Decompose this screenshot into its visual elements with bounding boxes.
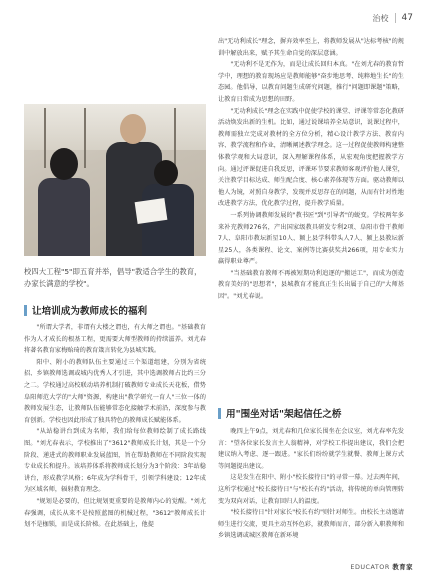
- section-title-dialogue: [218, 406, 342, 420]
- paragraph: "无功利不是无作为，而是让成长回归本真。"在刘尤春的教育哲学中，理想的教育现场应是教师能够"奋步地思考、纯粹地生长"的生态园。他倡导，以教育问题生成研究问题，推行"问题即课题"策略，让教育日常成为思想的田野。: [218, 61, 404, 103]
- paragraph: 出"无功利成长"理念，摒弃效率至上，将教师发展从"达标考核"的规训中解放出来，赋予其生命自觉的深层意涵。: [218, 38, 404, 57]
- paragraph: "从站稳讲台到成为名师，我们给每位教师绘制了成长路线图。"刘尤春表示，学校推出了"3612"教师成长计划，其是一个分阶段、递进式的教师职业发展蓝图，旨在帮助教师在不同阶段实现专业成长和提升。该培养体系将教师成长划分为3个阶段：3年站稳讲台，形成教学风格；6年成为学科骨干，引领学科建设；12年成为区域名师，辐射教育理念。: [24, 428, 206, 494]
- article-column-left: [24, 322, 206, 531]
- paragraph: 晚四上午9点，刘尤春和几位家长围坐在会议室，刘尤春率先发言："望各位家长发言主人翁精神，对学校工作提出建议，我们会把建议纳入考虑、逐一跟进。"家长们纷纷就学生就餐、教师上课方式等问题提出建议。: [218, 428, 404, 470]
- paragraph: "规划是必要的，但比规划更重要的是教师内心的觉醒。"刘尤春强调，成长从来不是按照蓝图的机械过程，"3612"教师成长计划不是枷锁，而是成长阶梯。在此基础上，他提: [24, 497, 206, 529]
- photo-student-girl-head: [50, 148, 78, 180]
- photo-tree: [174, 108, 176, 168]
- page-number: 47: [401, 13, 413, 23]
- paragraph: "所谓大学者，非谓有大楼之谓也，有大师之谓也。"基础教育作为人才成长的根基工程，更需要大师型教师的持续滋养。刘尤春将著名教育家梅贻琦的教育箴言转化为县城实践。: [24, 324, 206, 355]
- paragraph: "当基础教育教师不再被短期功利追逐的"搬运工"，而成为创造教育美好的"思想者"，县城教育才能真正生长出属于自己的"大师基因"。"刘尤春说。: [218, 269, 404, 301]
- paragraph: 阳中、附小的教师队伍主要通过三个渠道组建，分别为省统招、乡镇教师选调或城内优秀人才引进，其中选调教师占比约三分之二。学校通过高校联动培养机制打破教师专业成长天花板，借势阜阳师范大学的"大师"资源，构建出"教学研究一育人"三位一体的教师发展生态，让教师队伍能够常态化接触学术前沿，深度参与教育创新。学校也因此形成了独具特色的教师成长赋能体系。: [24, 358, 206, 424]
- article-column-right-lower: [218, 426, 404, 542]
- photo-caption: 校四大工程"5"即五育并举，倡导"教适合学生的教育，办家长满意的学校"。: [24, 267, 202, 288]
- section-accent-bar: [218, 408, 221, 419]
- feature-photo: [24, 104, 206, 256]
- photo-paper: [135, 198, 168, 224]
- page-header: [373, 8, 413, 28]
- photo-student-girl: [38, 178, 90, 256]
- paragraph: 这是发生在阳中、附小"校长接待日"的寻常一幕。过去两年间，这所学校通过"校长接待日"与"校长有约"活动，将传统的单向管理转变为双向对话，让教育回归人的温度。: [218, 474, 404, 505]
- photo-student-boy-head: [154, 160, 178, 186]
- section-accent-bar: [24, 305, 27, 316]
- section-title-training: [24, 303, 147, 317]
- photo-tree: [84, 108, 86, 168]
- footer-brand-en: EDUCATOR: [350, 563, 390, 571]
- article-column-right: [218, 36, 404, 303]
- photo-principal-head: [120, 114, 146, 144]
- paragraph: 一系列协调教师发展的"教书匠"到"引导者"的蜕变。学校两年多来补充教师276名，产出国家级教具研发专利2项、阜阳市骨干教师7人、阜阳市教坛新星10人、颍上县学科带头人7人、颍上县教坛新星25人，各类课程、论文、案例等比赛获奖共266项，用专业实力赢得职业尊严。: [218, 211, 404, 266]
- page-footer: [350, 562, 413, 571]
- photo-tree: [44, 108, 46, 168]
- header-divider: [395, 13, 396, 23]
- section-name: 治校: [372, 13, 389, 23]
- paragraph: "无功利成长"理念在实践中促使学校的课堂、评课等常态化教研活动焕发出新的生机。比如，通过说课培养全局意识，说课过程中，教师需独立完成对教材的全方位分析，精心设计教学方法、教育内容、教学流程和作业，清晰阐述教学理念。这一过程促使教师构建整体教学观和大局意识，深入理解课程体系，从宏观角度把握教学方向。通过评课促进自我反思，评课环节要求教师客观评价他人课堂，关注教学目标达成、师生配合度、核心素养体现等方面。驱动教师以他人为镜，对照自身教学，发现并反思存在的问题，从而有针对性地改进教学方法，优化教学过程，提升教学质量。: [218, 107, 404, 208]
- footer-brand-cn: 教育家: [392, 563, 413, 571]
- section-title-text: 让培训成为教师成长的福利: [32, 306, 148, 317]
- paragraph: "校长接待日"针对家长"校长有约"则针对师生。由校长主动邀请师生进行交流，更具主动互怀色彩，就教师而言，部分新入职教师和乡镇选调或城区教师在新环境: [218, 509, 404, 540]
- section-title-text: 用"围坐对话"架起信任之桥: [226, 409, 342, 420]
